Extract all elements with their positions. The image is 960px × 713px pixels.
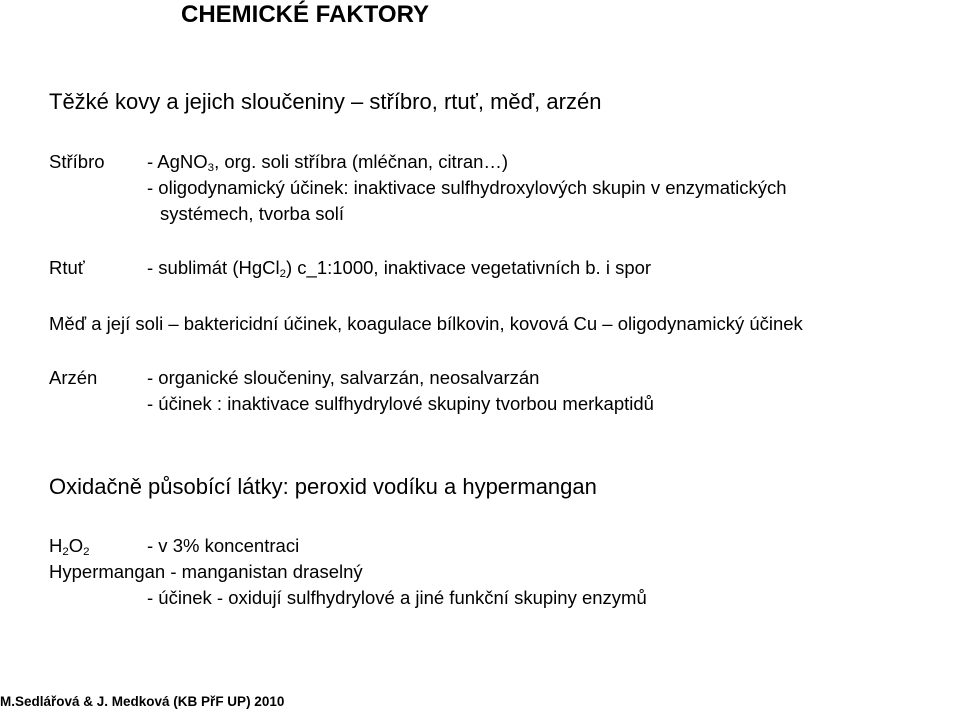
silver-label: Stříbro [49, 151, 105, 172]
arsenic-label: Arzén [49, 367, 98, 388]
heavy-metals-heading: Těžké kovy a jejich sloučeniny – stříbro, rtuť, měď, arzén [49, 89, 602, 114]
silver-line-1-a: - AgNO [147, 151, 208, 172]
h2o2-sub-2: 2 [83, 545, 90, 558]
arsenic-line-1: - organické sloučeniny, salvarzán, neosalvarzán [147, 367, 540, 388]
silver-line-2: - oligodynamický účinek: inaktivace sulfhydroxylových skupin v enzymatických [147, 177, 787, 198]
h2o2-o: O [68, 535, 84, 556]
hypermangan-line-1: Hypermangan - manganistan draselný [49, 561, 363, 582]
copper-line: Měď a její soli – baktericidní účinek, koagulace bílkovin, kovová Cu – oligodynamický účinek [49, 313, 803, 334]
silver-line-1 [147, 150, 508, 174]
h2o2-description: - v 3% koncentraci [147, 535, 300, 556]
silver-line-1-b: , org. soli stříbra (mléčnan, citran…) [214, 151, 509, 172]
arsenic-line-2: - účinek : inaktivace sulfhydrylové skupiny tvorbou merkaptidů [147, 393, 654, 414]
mercury-line-a: - sublimát (HgCl [147, 257, 280, 278]
oxidizers-heading: Oxidačně působící látky: peroxid vodíku a hypermangan [49, 474, 597, 499]
silver-line-1-subscript: 3 [207, 161, 215, 174]
mercury-label: Rtuť [49, 257, 85, 278]
page-title: CHEMICKÉ FAKTORY [181, 1, 430, 28]
hypermangan-line-2: - účinek - oxidují sulfhydrylové a jiné funkční skupiny enzymů [147, 587, 647, 608]
silver-line-3: systémech, tvorba solí [160, 203, 345, 224]
h2o2-sub-1: 2 [62, 545, 69, 558]
mercury-line [147, 256, 651, 280]
mercury-line-subscript: 2 [279, 267, 286, 280]
mercury-line-b: ) c_1:1000, inaktivace vegetativních b. i spor [286, 257, 652, 278]
h2o2-h: H [49, 535, 63, 556]
h2o2-formula [49, 534, 90, 558]
footer-credit: M.Sedlářová & J. Medková (KB PřF UP) 2010 [0, 694, 285, 709]
